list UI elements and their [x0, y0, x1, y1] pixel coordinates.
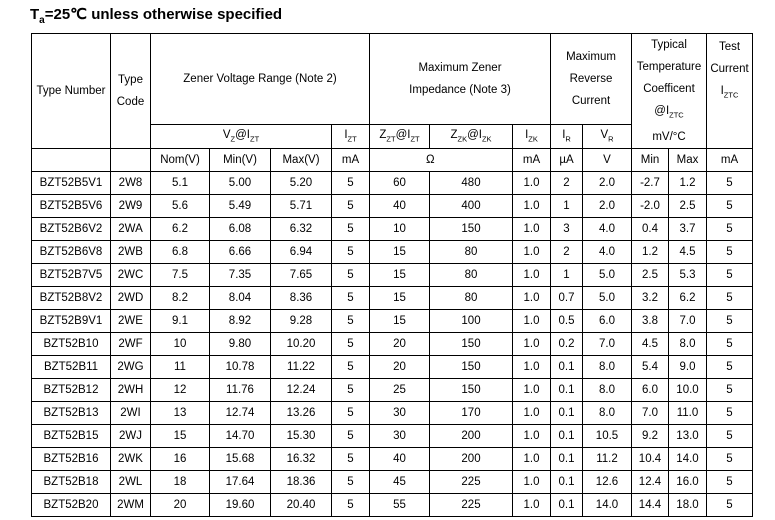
- cell-zzk: 150: [430, 356, 513, 379]
- cell-zzk: 480: [430, 172, 513, 195]
- table-row: [32, 172, 753, 195]
- cell-vz-nom: 20: [151, 494, 210, 517]
- cell-izk: 1.0: [513, 310, 551, 333]
- cell-temp-min: 10.4: [632, 448, 669, 471]
- cell-vz-max: 8.36: [271, 287, 332, 310]
- cell-temp-max: 3.7: [669, 218, 707, 241]
- cell-ir: 0.1: [551, 448, 583, 471]
- table-row: [32, 402, 753, 425]
- cell-temp-max: 8.0: [669, 333, 707, 356]
- cell-temp-min: 0.4: [632, 218, 669, 241]
- cell-vz-nom: 15: [151, 425, 210, 448]
- cell-test-current: 5: [707, 264, 753, 287]
- cell-vz-max: 13.26: [271, 402, 332, 425]
- cell-vz-nom: 6.8: [151, 241, 210, 264]
- unit-max: Max(V): [271, 149, 332, 172]
- header-type-code: Type Code: [111, 34, 151, 149]
- cell-zzt: 45: [370, 471, 430, 494]
- cell-temp-min: 1.2: [632, 241, 669, 264]
- table-row: [32, 195, 753, 218]
- table-row: [32, 264, 753, 287]
- cell-zzt: 20: [370, 333, 430, 356]
- table-row: [32, 425, 753, 448]
- cell-izk: 1.0: [513, 333, 551, 356]
- cell-zzk: 80: [430, 241, 513, 264]
- cell-type-code: 2WE: [111, 310, 151, 333]
- cell-type-number: BZT52B7V5: [32, 264, 111, 287]
- cell-izt: 5: [332, 402, 370, 425]
- cell-type-code: 2WH: [111, 379, 151, 402]
- cell-test-current: 5: [707, 310, 753, 333]
- cell-vr: 10.5: [583, 425, 632, 448]
- cell-ir: 2: [551, 241, 583, 264]
- unit-nom: Nom(V): [151, 149, 210, 172]
- cell-temp-max: 1.2: [669, 172, 707, 195]
- cell-type-number: BZT52B9V1: [32, 310, 111, 333]
- cell-ir: 3: [551, 218, 583, 241]
- table-row: [32, 448, 753, 471]
- cell-izt: 5: [332, 448, 370, 471]
- cell-type-number: BZT52B5V6: [32, 195, 111, 218]
- cell-temp-max: 18.0: [669, 494, 707, 517]
- cell-zzt: 40: [370, 195, 430, 218]
- unit-temp-min: Min: [632, 149, 669, 172]
- header-type-number: Type Number: [32, 34, 111, 149]
- table-row: [32, 241, 753, 264]
- zener-spec-table: [31, 33, 753, 517]
- cell-test-current: 5: [707, 471, 753, 494]
- cell-izt: 5: [332, 287, 370, 310]
- cell-temp-min: 5.4: [632, 356, 669, 379]
- table-row: [32, 379, 753, 402]
- cell-vz-min: 14.70: [210, 425, 271, 448]
- cell-vz-nom: 9.1: [151, 310, 210, 333]
- cell-type-code: 2WB: [111, 241, 151, 264]
- cell-vr: 5.0: [583, 287, 632, 310]
- cell-zzt: 30: [370, 402, 430, 425]
- cell-test-current: 5: [707, 425, 753, 448]
- cell-zzk: 225: [430, 471, 513, 494]
- header-zzt: $Z_{ZT}@I_{ZT}$: [370, 124, 430, 149]
- cell-vz-nom: 11: [151, 356, 210, 379]
- cell-izk: 1.0: [513, 287, 551, 310]
- cell-vz-max: 15.30: [271, 425, 332, 448]
- cell-type-number: BZT52B20: [32, 494, 111, 517]
- cell-type-number: BZT52B11: [32, 356, 111, 379]
- cell-type-code: 2W9: [111, 195, 151, 218]
- cell-vr: 8.0: [583, 356, 632, 379]
- cell-type-number: BZT52B13: [32, 402, 111, 425]
- cell-type-number: BZT52B10: [32, 333, 111, 356]
- cell-vr: 2.0: [583, 195, 632, 218]
- cell-ir: 0.1: [551, 379, 583, 402]
- cell-type-code: 2WK: [111, 448, 151, 471]
- cell-vz-nom: 18: [151, 471, 210, 494]
- cell-type-code: 2WF: [111, 333, 151, 356]
- cell-vz-min: 8.92: [210, 310, 271, 333]
- cell-vz-min: 11.76: [210, 379, 271, 402]
- cell-ir: 0.1: [551, 356, 583, 379]
- cell-type-code: 2WD: [111, 287, 151, 310]
- unit-vr: V: [583, 149, 632, 172]
- cell-type-number: BZT52B12: [32, 379, 111, 402]
- cell-zzk: 100: [430, 310, 513, 333]
- cell-vz-nom: 8.2: [151, 287, 210, 310]
- cell-vz-max: 9.28: [271, 310, 332, 333]
- cell-vr: 6.0: [583, 310, 632, 333]
- cell-izt: 5: [332, 494, 370, 517]
- cell-izt: 5: [332, 379, 370, 402]
- cell-type-code: 2WG: [111, 356, 151, 379]
- cell-vz-max: 10.20: [271, 333, 332, 356]
- cell-test-current: 5: [707, 287, 753, 310]
- cell-temp-min: 3.8: [632, 310, 669, 333]
- header-izk: $I_{ZK}$: [513, 124, 551, 149]
- cell-izk: 1.0: [513, 241, 551, 264]
- cell-vz-min: 17.64: [210, 471, 271, 494]
- cell-vr: 2.0: [583, 172, 632, 195]
- cell-type-code: 2W8: [111, 172, 151, 195]
- cell-type-code: 2WA: [111, 218, 151, 241]
- cell-type-code: 2WM: [111, 494, 151, 517]
- cell-temp-max: 6.2: [669, 287, 707, 310]
- cell-ir: 0.1: [551, 494, 583, 517]
- cell-vz-nom: 6.2: [151, 218, 210, 241]
- cell-vr: 11.2: [583, 448, 632, 471]
- cell-vz-min: 12.74: [210, 402, 271, 425]
- header-test-current: Test Current $I_{ZTC}$: [707, 34, 753, 149]
- cell-vz-min: 5.49: [210, 195, 271, 218]
- cell-vz-max: 11.22: [271, 356, 332, 379]
- cell-vz-nom: 10: [151, 333, 210, 356]
- cell-izk: 1.0: [513, 402, 551, 425]
- cell-vr: 5.0: [583, 264, 632, 287]
- cell-temp-min: -2.0: [632, 195, 669, 218]
- cell-test-current: 5: [707, 241, 753, 264]
- cell-izt: 5: [332, 310, 370, 333]
- header-vr: $V_R$: [583, 124, 632, 149]
- cell-temp-min: 3.2: [632, 287, 669, 310]
- cell-test-current: 5: [707, 448, 753, 471]
- cell-vz-max: 6.94: [271, 241, 332, 264]
- cell-izk: 1.0: [513, 172, 551, 195]
- cell-vz-nom: 5.1: [151, 172, 210, 195]
- cell-izt: 5: [332, 218, 370, 241]
- cell-type-number: BZT52B18: [32, 471, 111, 494]
- cell-izk: 1.0: [513, 218, 551, 241]
- cell-zzk: 170: [430, 402, 513, 425]
- cell-vr: 14.0: [583, 494, 632, 517]
- cell-zzk: 225: [430, 494, 513, 517]
- cell-vz-max: 6.32: [271, 218, 332, 241]
- cell-type-code: 2WJ: [111, 425, 151, 448]
- cell-izk: 1.0: [513, 425, 551, 448]
- cell-vz-min: 10.78: [210, 356, 271, 379]
- cell-temp-max: 11.0: [669, 402, 707, 425]
- cell-test-current: 5: [707, 494, 753, 517]
- cell-zzk: 150: [430, 218, 513, 241]
- cell-zzt: 15: [370, 287, 430, 310]
- cell-vz-nom: 5.6: [151, 195, 210, 218]
- table-row: [32, 471, 753, 494]
- cell-ir: 0.5: [551, 310, 583, 333]
- cell-izt: 5: [332, 356, 370, 379]
- header-vz: $V_Z@I_{ZT}$: [151, 124, 332, 149]
- cell-test-current: 5: [707, 195, 753, 218]
- cell-zzk: 150: [430, 379, 513, 402]
- table-row: [32, 310, 753, 333]
- cell-zzt: 15: [370, 241, 430, 264]
- cell-test-current: 5: [707, 379, 753, 402]
- cell-izt: 5: [332, 172, 370, 195]
- cell-vz-min: 8.04: [210, 287, 271, 310]
- cell-zzk: 150: [430, 333, 513, 356]
- unit-temp-max: Max: [669, 149, 707, 172]
- cell-type-number: BZT52B6V8: [32, 241, 111, 264]
- header-zzk: $Z_{ZK}@I_{ZK}$: [430, 124, 513, 149]
- cell-zzk: 80: [430, 264, 513, 287]
- unit-izt: mA: [332, 149, 370, 172]
- cell-vz-min: 6.08: [210, 218, 271, 241]
- cell-ir: 0.1: [551, 425, 583, 448]
- cell-temp-min: 9.2: [632, 425, 669, 448]
- cell-temp-min: 2.5: [632, 264, 669, 287]
- cell-vr: 8.0: [583, 379, 632, 402]
- cell-izk: 1.0: [513, 494, 551, 517]
- cell-vz-max: 5.20: [271, 172, 332, 195]
- cell-type-code: 2WL: [111, 471, 151, 494]
- cell-temp-max: 14.0: [669, 448, 707, 471]
- cell-test-current: 5: [707, 356, 753, 379]
- cell-vz-max: 5.71: [271, 195, 332, 218]
- cell-temp-max: 9.0: [669, 356, 707, 379]
- cell-vz-min: 19.60: [210, 494, 271, 517]
- cell-test-current: 5: [707, 333, 753, 356]
- cell-zzt: 15: [370, 310, 430, 333]
- cell-zzt: 30: [370, 425, 430, 448]
- cell-temp-max: 13.0: [669, 425, 707, 448]
- cell-vz-min: 7.35: [210, 264, 271, 287]
- cell-temp-min: 12.4: [632, 471, 669, 494]
- cell-test-current: 5: [707, 402, 753, 425]
- cell-type-number: BZT52B15: [32, 425, 111, 448]
- cell-vr: 12.6: [583, 471, 632, 494]
- unit-type-code: [111, 149, 151, 172]
- cell-vz-max: 20.40: [271, 494, 332, 517]
- cell-vz-nom: 12: [151, 379, 210, 402]
- cell-type-code: 2WC: [111, 264, 151, 287]
- cell-izt: 5: [332, 333, 370, 356]
- cell-zzk: 200: [430, 448, 513, 471]
- cell-ir: 1: [551, 264, 583, 287]
- cell-temp-min: -2.7: [632, 172, 669, 195]
- cell-izk: 1.0: [513, 195, 551, 218]
- table-row: [32, 287, 753, 310]
- cell-izk: 1.0: [513, 379, 551, 402]
- cell-vz-max: 18.36: [271, 471, 332, 494]
- table-row: [32, 218, 753, 241]
- cell-vz-max: 7.65: [271, 264, 332, 287]
- cell-zzt: 10: [370, 218, 430, 241]
- cell-izt: 5: [332, 264, 370, 287]
- cell-izt: 5: [332, 195, 370, 218]
- unit-min: Min(V): [210, 149, 271, 172]
- cell-zzk: 200: [430, 425, 513, 448]
- cell-temp-min: 4.5: [632, 333, 669, 356]
- cell-temp-max: 4.5: [669, 241, 707, 264]
- cell-vz-nom: 16: [151, 448, 210, 471]
- cell-ir: 0.1: [551, 471, 583, 494]
- cell-vz-min: 9.80: [210, 333, 271, 356]
- header-max-reverse: Maximum Reverse Current: [551, 34, 632, 125]
- cell-vz-min: 6.66: [210, 241, 271, 264]
- cell-vr: 8.0: [583, 402, 632, 425]
- cell-izk: 1.0: [513, 356, 551, 379]
- cell-vz-min: 5.00: [210, 172, 271, 195]
- cell-type-number: BZT52B8V2: [32, 287, 111, 310]
- cell-temp-max: 2.5: [669, 195, 707, 218]
- cell-ir: 2: [551, 172, 583, 195]
- cell-zzk: 80: [430, 287, 513, 310]
- cell-izk: 1.0: [513, 264, 551, 287]
- cell-ir: 0.2: [551, 333, 583, 356]
- cell-zzt: 60: [370, 172, 430, 195]
- unit-type-number: [32, 149, 111, 172]
- cell-vr: 7.0: [583, 333, 632, 356]
- cell-zzt: 15: [370, 264, 430, 287]
- table-row: [32, 356, 753, 379]
- header-izt: $I_{ZT}$: [332, 124, 370, 149]
- cell-vr: 4.0: [583, 241, 632, 264]
- table-row: [32, 494, 753, 517]
- cell-izt: 5: [332, 471, 370, 494]
- header-typ-temp: Typical Temperature Coefficent $@I_{ZTC}$ mV/°C: [632, 34, 707, 149]
- cell-type-code: 2WI: [111, 402, 151, 425]
- cell-vz-max: 16.32: [271, 448, 332, 471]
- cell-vz-nom: 13: [151, 402, 210, 425]
- cell-vz-max: 12.24: [271, 379, 332, 402]
- cell-izt: 5: [332, 425, 370, 448]
- unit-izk: mA: [513, 149, 551, 172]
- cell-temp-max: 16.0: [669, 471, 707, 494]
- cell-zzt: 40: [370, 448, 430, 471]
- cell-zzt: 20: [370, 356, 430, 379]
- cell-type-number: BZT52B5V1: [32, 172, 111, 195]
- cell-type-number: BZT52B6V2: [32, 218, 111, 241]
- cell-temp-min: 6.0: [632, 379, 669, 402]
- cell-izk: 1.0: [513, 448, 551, 471]
- cell-type-number: BZT52B16: [32, 448, 111, 471]
- cell-ir: 1: [551, 195, 583, 218]
- cell-vz-nom: 7.5: [151, 264, 210, 287]
- cell-vz-min: 15.68: [210, 448, 271, 471]
- cell-izk: 1.0: [513, 471, 551, 494]
- unit-ohm: Ω: [370, 149, 513, 172]
- cell-temp-max: 5.3: [669, 264, 707, 287]
- table-row: [32, 333, 753, 356]
- cell-test-current: 5: [707, 172, 753, 195]
- spec-title: $T_a=25℃$ unless otherwise specified: [30, 6, 283, 26]
- unit-test: mA: [707, 149, 753, 172]
- cell-ir: 0.1: [551, 402, 583, 425]
- cell-zzt: 55: [370, 494, 430, 517]
- cell-zzt: 25: [370, 379, 430, 402]
- cell-vr: 4.0: [583, 218, 632, 241]
- cell-temp-min: 14.4: [632, 494, 669, 517]
- cell-temp-max: 10.0: [669, 379, 707, 402]
- header-ir: $I_R$: [551, 124, 583, 149]
- cell-temp-min: 7.0: [632, 402, 669, 425]
- cell-ir: 0.7: [551, 287, 583, 310]
- cell-zzk: 400: [430, 195, 513, 218]
- cell-temp-max: 7.0: [669, 310, 707, 333]
- cell-izt: 5: [332, 241, 370, 264]
- cell-test-current: 5: [707, 218, 753, 241]
- header-max-impedance: Maximum Zener Impedance (Note 3): [370, 34, 551, 125]
- unit-ir: µA: [551, 149, 583, 172]
- header-zener-voltage: Zener Voltage Range (Note 2): [151, 34, 370, 125]
